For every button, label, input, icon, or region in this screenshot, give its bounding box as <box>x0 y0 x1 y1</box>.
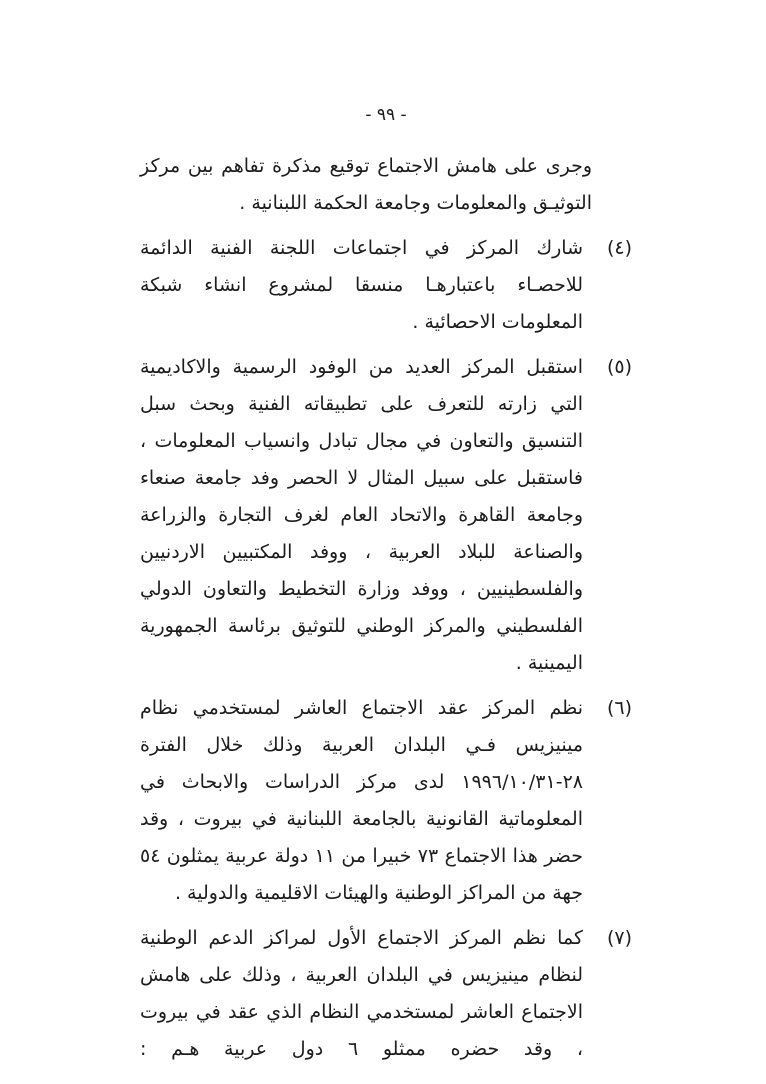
list-item-7 <box>140 920 632 1068</box>
item-marker: (٧) <box>606 927 632 949</box>
item-marker: (٤) <box>606 237 632 259</box>
item-text: شارك المركز في اجتماعات اللجنة الفنية الدائمة للاحصـاء باعتبارهـا منسقا لمشروع انشاء شبكة المعلومات الاحصائية . <box>140 237 583 333</box>
intro-paragraph: وجرى على هامش الاجتماع توقيع مذكرة تفاهم بين مركز التوثيـق والمعلومات وجامعة الحكمة اللبنانية . <box>140 155 592 214</box>
item-text: كما نظم المركز الاجتماع الأول لمراكز الدعم الوطنية لنظام مينيزيس في البلدان العربية ، وذلك على هامش الاجتماع العاشر لمستخدمي النظام الذي عقد في بيروت ، وقد حضره ممثلو ٦ دول عربية هـم : <box>140 927 584 1060</box>
list-item-5 <box>140 349 632 682</box>
page-content <box>140 102 632 1068</box>
page-number: - ٩٩ - <box>365 105 407 125</box>
item-text: استقبل المركز العديد من الوفود الرسمية والاكاديمية التي زارته للتعرف على تطبيقاته الفنية وبحث سبل التنسيق والتعاون في مجال تبادل وانسياب المعلومات ، فاستقبل على سبيل المثال لا الحصر وفد جامعة صنعاء وجامعة القاهرة والاتحاد العام لغرف التجارة والزراعة والصناعة للبلاد العربية ، ووفد المكتبيين الاردنيين والفلسطينيين ، ووفد وزارة التخطيط والتعاون الدولي الفلسطيني والمركز الوطني للتوثيق برئاسة الجمهورية اليمينية . <box>140 356 583 674</box>
item-marker: (٥) <box>606 356 632 378</box>
list-item-4 <box>140 230 632 341</box>
item-marker: (٦) <box>606 697 632 719</box>
list-item-6 <box>140 690 632 912</box>
item-text: نظم المركز عقد الاجتماع العاشر لمستخدمي نظام مينيزيس فـي البلدان العربية وذلك خلال الفترة ٢٨-٣١‏/١٠‏/١٩٩٦ لدى مركز الدراسات والابحاث في المعلوماتية القانونية بالجامعة اللبنانية في بيروت ، وقد حضر هذا الاجتماع ٧٣ خبيرا من ١١ دولة عربية يمثلون ٥٤ جهة من المراكز الوطنية والهيئات الاقليمية والدولية . <box>140 697 583 904</box>
